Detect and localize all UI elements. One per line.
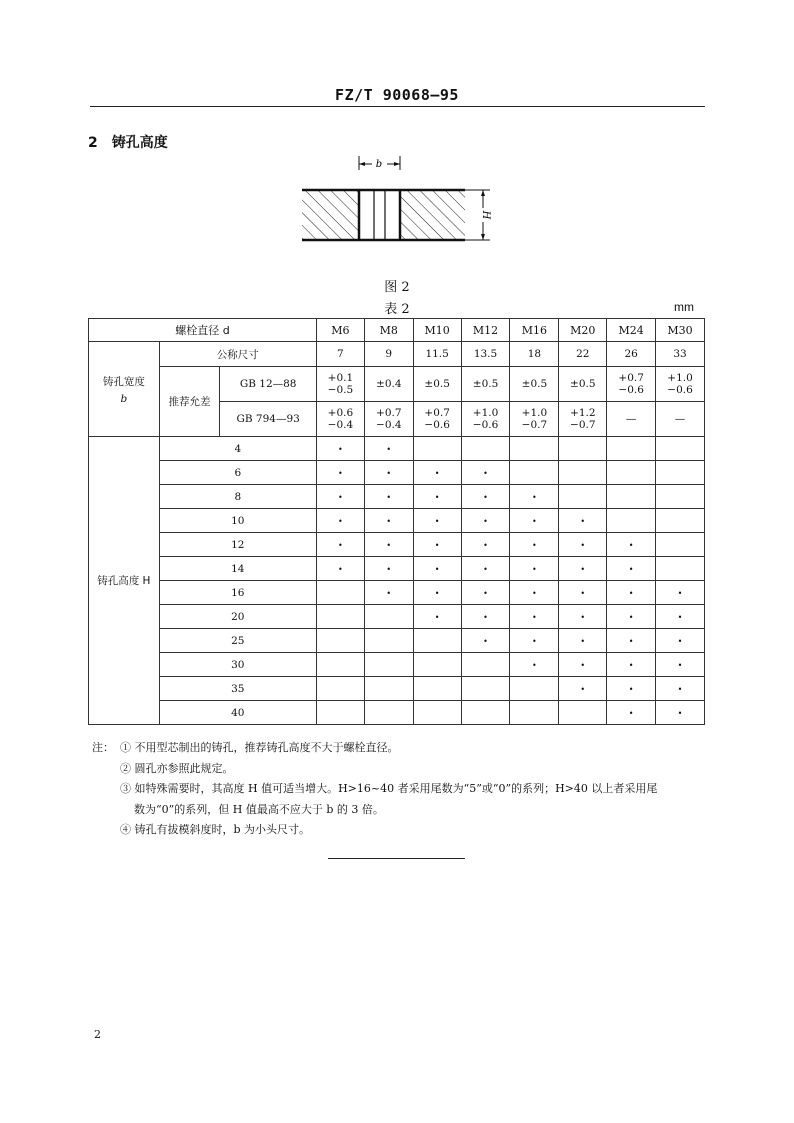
height-mark-cell [364, 629, 413, 653]
height-row [89, 677, 705, 701]
recommended-mark: • [628, 684, 634, 694]
height-mark-cell [461, 509, 510, 533]
recommended-mark: • [532, 612, 537, 622]
gb794-cell: +0.6 −0.4 [316, 402, 364, 437]
height-mark-cell [510, 461, 559, 485]
height-mark-cell [413, 509, 461, 533]
recommended-mark: • [532, 636, 537, 646]
gb794-label: GB 794—93 [220, 402, 317, 437]
height-mark-cell [461, 605, 510, 629]
height-row [89, 557, 705, 581]
height-mark-cell [316, 653, 364, 677]
height-row [89, 485, 705, 509]
height-mark-cell [607, 581, 656, 605]
recommended-mark: • [580, 612, 586, 622]
recommended-mark: • [338, 516, 343, 526]
height-mark-cell [559, 485, 607, 509]
recommended-mark: • [386, 444, 392, 454]
height-mark-cell [510, 629, 559, 653]
height-row [89, 437, 705, 461]
note-3-text: ③ 如特殊需要时，其高度 H 值可适当增大。H>16~40 者采用尾数为“5”或“0”的系列；H>40 以上者采用尾 [120, 782, 658, 795]
height-mark-cell [607, 701, 656, 725]
height-mark-cell [656, 461, 705, 485]
note-3-cont [92, 800, 657, 821]
height-mark-cell [413, 605, 461, 629]
gb12-cell: ±0.5 [510, 367, 559, 402]
height-mark-cell [656, 533, 705, 557]
H-label: H [480, 210, 491, 220]
recommended-mark: • [532, 588, 537, 598]
nominal-cell: 22 [559, 342, 607, 367]
gb794-cell: — [607, 402, 656, 437]
section-number: 2 [88, 135, 98, 151]
gb12-row [89, 367, 705, 402]
height-mark-cell [461, 437, 510, 461]
note-1-text: ① 不用型芯制出的铸孔，推荐铸孔高度不大于螺栓直径。 [120, 741, 399, 754]
height-mark-cell [364, 533, 413, 557]
height-mark-cell [510, 485, 559, 509]
nominal-cell: 13.5 [461, 342, 510, 367]
height-mark-cell [607, 677, 656, 701]
nominal-cell: 18 [510, 342, 559, 367]
size-cell: M24 [607, 319, 656, 342]
height-row [89, 629, 705, 653]
height-mark-cell [607, 533, 656, 557]
height-mark-cell [413, 557, 461, 581]
recommended-mark: • [580, 684, 586, 694]
note-2-text: ② 圆孔亦参照此规定。 [120, 761, 234, 775]
recommended-mark: • [532, 492, 537, 502]
recommended-mark: • [580, 516, 586, 526]
height-mark-cell [413, 677, 461, 701]
height-mark-cell [510, 533, 559, 557]
height-mark-cell [461, 629, 510, 653]
height-row [89, 701, 705, 725]
recommended-mark: • [483, 468, 488, 478]
recommended-mark: • [628, 708, 634, 718]
recommended-mark: • [580, 660, 586, 670]
height-value-cell: 12 [159, 533, 316, 557]
height-mark-cell [559, 701, 607, 725]
height-mark-cell [607, 461, 656, 485]
height-mark-cell [510, 701, 559, 725]
height-mark-cell [364, 653, 413, 677]
b-label: b [375, 159, 383, 170]
notes-prefix: 注： [92, 741, 114, 754]
bolt-diameter-label: 螺栓直径 d [89, 319, 317, 342]
recommended-mark: • [338, 540, 343, 550]
height-mark-cell [607, 485, 656, 509]
gb794-cell: +1.2 −0.7 [559, 402, 607, 437]
height-mark-cell [510, 677, 559, 701]
height-mark-cell [413, 437, 461, 461]
height-mark-cell [656, 605, 705, 629]
height-mark-cell [656, 485, 705, 509]
height-mark-cell [510, 437, 559, 461]
recommended-mark: • [386, 564, 392, 574]
gb12-cell: ±0.5 [559, 367, 607, 402]
size-cell: M6 [316, 319, 364, 342]
height-mark-cell [559, 605, 607, 629]
height-mark-cell [559, 677, 607, 701]
recommended-mark: • [532, 540, 537, 550]
bolt-hole-table [88, 318, 705, 725]
recommended-mark: • [580, 564, 586, 574]
height-mark-cell [316, 509, 364, 533]
height-mark-cell [656, 509, 705, 533]
height-row [89, 509, 705, 533]
recommended-mark: • [386, 588, 392, 598]
height-mark-cell [607, 557, 656, 581]
recommended-mark: • [338, 564, 343, 574]
recommended-mark: • [483, 612, 488, 622]
height-mark-cell [559, 581, 607, 605]
cast-hole-diagram [290, 150, 500, 255]
section-heading [88, 132, 168, 152]
height-row [89, 533, 705, 557]
height-value-cell: 6 [159, 461, 316, 485]
height-mark-cell [316, 605, 364, 629]
height-mark-cell [316, 701, 364, 725]
height-mark-cell [559, 653, 607, 677]
height-row [89, 581, 705, 605]
height-value-cell: 4 [159, 437, 316, 461]
recommended-mark: • [532, 660, 537, 670]
table-caption: 表 2 [384, 302, 410, 317]
gb794-cell: +0.7 −0.6 [413, 402, 461, 437]
height-mark-cell [559, 509, 607, 533]
note-2 [92, 759, 657, 780]
figure-caption: 图 2 [384, 280, 410, 295]
recommended-mark: • [434, 516, 440, 526]
height-value-cell: 10 [159, 509, 316, 533]
recommended-mark: • [532, 516, 537, 526]
recommended-mark: • [677, 660, 683, 670]
hole-width-label-cell [89, 342, 160, 437]
height-mark-cell [316, 437, 364, 461]
notes [92, 738, 657, 841]
recommended-mark: • [628, 540, 634, 550]
recommended-mark: • [580, 540, 586, 550]
height-mark-cell [510, 653, 559, 677]
note-3 [92, 779, 657, 800]
height-mark-cell [461, 485, 510, 509]
tolerance-label: 推荐允差 [159, 367, 220, 437]
height-mark-cell [316, 533, 364, 557]
nominal-cell: 11.5 [413, 342, 461, 367]
b-arrow-right [394, 162, 400, 166]
height-mark-cell [510, 509, 559, 533]
document-header: FZ/T 90068—95 [335, 86, 459, 104]
gb794-cell: +1.0 −0.6 [461, 402, 510, 437]
height-value-cell: 20 [159, 605, 316, 629]
gb12-cell: +0.7 −0.6 [607, 367, 656, 402]
recommended-mark: • [483, 492, 488, 502]
size-cell: M16 [510, 319, 559, 342]
recommended-mark: • [338, 444, 343, 454]
recommended-mark: • [677, 708, 683, 718]
recommended-mark: • [434, 564, 440, 574]
height-mark-cell [656, 557, 705, 581]
height-mark-cell [559, 557, 607, 581]
recommended-mark: • [386, 468, 392, 478]
gb12-cell: ±0.5 [413, 367, 461, 402]
height-mark-cell [461, 533, 510, 557]
height-mark-cell [461, 461, 510, 485]
height-mark-cell [413, 581, 461, 605]
recommended-mark: • [434, 588, 440, 598]
note-4 [92, 820, 657, 841]
recommended-mark: • [628, 636, 634, 646]
height-mark-cell [364, 557, 413, 581]
height-mark-cell [461, 701, 510, 725]
nominal-cell: 26 [607, 342, 656, 367]
gb12-label: GB 12—88 [220, 367, 317, 402]
recommended-mark: • [628, 588, 634, 598]
note-1 [92, 738, 657, 759]
gb794-cell: — [656, 402, 705, 437]
height-mark-cell [607, 437, 656, 461]
recommended-mark: • [677, 612, 683, 622]
height-mark-cell [364, 509, 413, 533]
recommended-mark: • [483, 516, 488, 526]
recommended-mark: • [386, 540, 392, 550]
height-mark-cell [364, 485, 413, 509]
gb12-cell: +0.1 −0.5 [316, 367, 364, 402]
height-value-cell: 25 [159, 629, 316, 653]
recommended-mark: • [677, 684, 683, 694]
height-mark-cell [364, 701, 413, 725]
note-4-text: ④ 铸孔有拔模斜度时，b 为小头尺寸。 [120, 823, 311, 836]
nominal-cell: 9 [364, 342, 413, 367]
height-mark-cell [656, 701, 705, 725]
height-mark-cell [413, 701, 461, 725]
height-mark-cell [656, 653, 705, 677]
recommended-mark: • [580, 636, 586, 646]
recommended-mark: • [628, 612, 634, 622]
nominal-row [89, 342, 705, 367]
page-number: 2 [94, 1028, 101, 1041]
height-value-cell: 30 [159, 653, 316, 677]
recommended-mark: • [338, 468, 343, 478]
gb12-cell: ±0.5 [461, 367, 510, 402]
height-mark-cell [461, 677, 510, 701]
end-rule [328, 858, 465, 859]
height-mark-cell [364, 437, 413, 461]
height-mark-cell [607, 653, 656, 677]
recommended-mark: • [338, 492, 343, 502]
recommended-mark: • [677, 636, 683, 646]
recommended-mark: • [628, 564, 634, 574]
recommended-mark: • [483, 588, 488, 598]
gb794-cell: +1.0 −0.7 [510, 402, 559, 437]
height-mark-cell [413, 629, 461, 653]
right-section-hatch [400, 190, 465, 240]
height-mark-cell [510, 605, 559, 629]
height-value-cell: 40 [159, 701, 316, 725]
height-mark-cell [413, 653, 461, 677]
header-rule [90, 106, 705, 107]
hole-width-label: 铸孔宽度 [102, 375, 145, 388]
height-mark-cell [559, 437, 607, 461]
height-value-cell: 16 [159, 581, 316, 605]
recommended-mark: • [677, 588, 683, 598]
height-row [89, 653, 705, 677]
nominal-label: 公称尺寸 [159, 342, 316, 367]
height-mark-cell [316, 581, 364, 605]
height-mark-cell [316, 677, 364, 701]
height-mark-cell [364, 605, 413, 629]
gb794-cell: +0.7 −0.4 [364, 402, 413, 437]
recommended-mark: • [434, 492, 440, 502]
nominal-cell: 7 [316, 342, 364, 367]
height-mark-cell [461, 581, 510, 605]
note-3-text-cont: 数为“0”的系列，但 H 值最高不应大于 b 的 3 倍。 [134, 802, 384, 816]
height-row [89, 461, 705, 485]
height-mark-cell [316, 629, 364, 653]
height-mark-cell [316, 557, 364, 581]
recommended-mark: • [580, 588, 586, 598]
height-mark-cell [461, 653, 510, 677]
recommended-mark: • [532, 564, 537, 574]
size-cell: M20 [559, 319, 607, 342]
recommended-mark: • [483, 540, 488, 550]
size-cell: M30 [656, 319, 705, 342]
hole-height-label: 铸孔高度 H [89, 437, 160, 725]
height-mark-cell [656, 437, 705, 461]
recommended-mark: • [483, 636, 488, 646]
size-cell: M8 [364, 319, 413, 342]
left-section-hatch [302, 190, 359, 240]
height-value-cell: 8 [159, 485, 316, 509]
height-mark-cell [364, 461, 413, 485]
height-mark-cell [656, 629, 705, 653]
recommended-mark: • [386, 492, 392, 502]
height-mark-cell [607, 509, 656, 533]
H-arrow-bottom [481, 234, 485, 240]
table-body [89, 319, 705, 725]
height-mark-cell [510, 581, 559, 605]
height-mark-cell [413, 533, 461, 557]
recommended-mark: • [434, 540, 440, 550]
height-mark-cell [413, 485, 461, 509]
nominal-cell: 33 [656, 342, 705, 367]
recommended-mark: • [434, 612, 440, 622]
gb12-cell: ±0.4 [364, 367, 413, 402]
height-value-cell: 35 [159, 677, 316, 701]
b-arrow-left [359, 162, 365, 166]
height-mark-cell [461, 557, 510, 581]
height-mark-cell [559, 533, 607, 557]
height-mark-cell [510, 557, 559, 581]
height-value-cell: 14 [159, 557, 316, 581]
table-header-row [89, 319, 705, 342]
size-cell: M10 [413, 319, 461, 342]
recommended-mark: • [386, 516, 392, 526]
height-row [89, 605, 705, 629]
height-mark-cell [316, 485, 364, 509]
table-unit: mm [674, 300, 694, 314]
height-mark-cell [656, 581, 705, 605]
recommended-mark: • [434, 468, 440, 478]
recommended-mark: • [483, 564, 488, 574]
section-title: 铸孔高度 [111, 135, 168, 151]
recommended-mark: • [628, 660, 634, 670]
gb12-cell: +1.0 −0.6 [656, 367, 705, 402]
H-arrow-top [481, 190, 485, 196]
height-mark-cell [559, 461, 607, 485]
height-mark-cell [607, 605, 656, 629]
size-cell: M12 [461, 319, 510, 342]
height-mark-cell [364, 677, 413, 701]
height-mark-cell [559, 629, 607, 653]
hole-width-symbol: b [120, 392, 128, 405]
height-mark-cell [413, 461, 461, 485]
height-mark-cell [607, 629, 656, 653]
height-mark-cell [364, 581, 413, 605]
height-mark-cell [656, 677, 705, 701]
height-mark-cell [316, 461, 364, 485]
